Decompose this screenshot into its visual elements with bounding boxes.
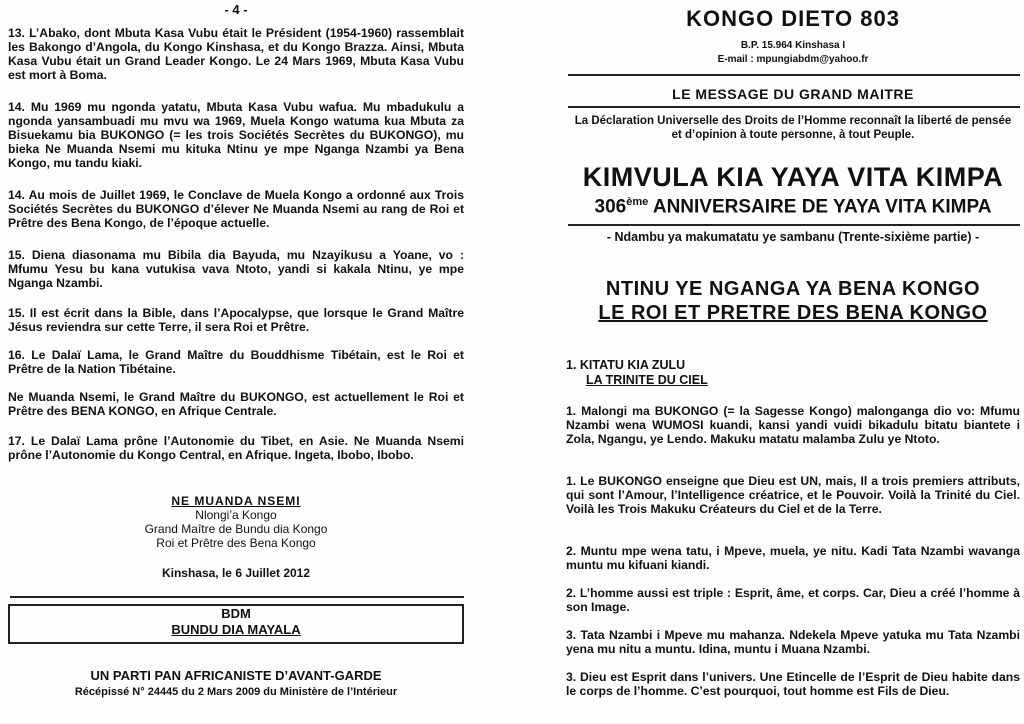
right-paragraph-1-kikongo: 1. Malongi ma BUKONGO (= la Sagesse Kongo) malonganga dio vo: Mfumu Nzambi wena WUMOSI kuandi, kansi yandi vuidi bikadulu bitatu biantete i Zola, Ngangu, ye Lendo. Makuku matatu malamba Zulu ye Ntoto. — [566, 404, 1020, 446]
message-heading: LE MESSAGE DU GRAND MAITRE — [672, 86, 914, 102]
right-paragraph-3-kikongo: 3. Tata Nzambi i Mpeve mu mahanza. Ndekela Mpeve yatuka mu Tata Nzambi yena mu nitu a muntu. Idina, muntu i Muana Nzambi. — [566, 628, 1020, 656]
section-subtitle: LA TRINITE DU CIEL — [586, 373, 708, 387]
divider-message — [568, 106, 1020, 108]
right-page — [566, 0, 1020, 724]
paragraph-14-kikongo: 14. Mu 1969 mu ngonda yatatu, Mbuta Kasa Vubu wafua. Mu mbadukulu a ngonda yansambuadi mu mvu wa 1969, Muela Kongo watuma kua Mbuta za Bisuekamu bia BUKONGO (= les trois Sociétés Secrètes du BUKONGO), mu bieka Ne Muanda Nsemi mu kituka Ntinu ye mpe Nganga Nzambi ya Bena Kongo, mu tandu kiaki. — [8, 100, 464, 170]
right-paragraph-1-french: 1. Le BUKONGO enseigne que Dieu est UN, mais, Il a trois premiers attributs, qui sont l’Amour, l’Intelligence créatrice, et le Pouvoir. Voilà la Trinité du Ciel. Voilà les Trois Makuku Créateurs du Ciel et de la Terre. — [566, 474, 1020, 516]
anniversary-number: 306 — [594, 196, 627, 218]
part-subtitle: - Ndambu ya makumatatu ye sambanu (Trente-sixième partie) - — [606, 230, 980, 244]
bdm-title: BDM — [221, 606, 251, 621]
paragraph-17: 17. Le Dalaï Lama prône l’Autonomie du Tibet, en Asie. Ne Muanda Nsemi prône l’Autonomie du Kongo Central, en Afrique. Ingeta, Ibobo, Ibobo. — [8, 434, 464, 462]
bdm-box — [8, 604, 464, 644]
article-title-kikongo: NTINU YE NGANGA YA BENA KONGO — [605, 278, 981, 300]
paragraph-ne-muanda: Ne Muanda Nsemi, le Grand Maître du BUKONGO, est actuellement le Roi et Prêtre des BENA KONGO, en Afrique Centrale. — [8, 390, 464, 418]
paragraph-15-kikongo: 15. Diena diasonama mu Bibila dia Bayuda, mu Nzayikusu a Yoane, vo : Mfumu Yesu bu kana vutukisa vava Ntoto, yandi si kakala Ntinu, ye mpe Nganga Nzambi. — [8, 248, 464, 290]
anniversary-suffix: ème — [626, 196, 649, 208]
page-number: - 4 - — [224, 2, 248, 17]
headline-kimvula: KIMVULA KIA YAYA VITA KIMPA — [582, 162, 1004, 192]
anniversary-text: ANNIVERSAIRE DE YAYA VITA KIMPA — [648, 196, 992, 218]
place-date: Kinshasa, le 6 Juillet 2012 — [161, 566, 311, 580]
right-paragraph-3-french: 3. Dieu est Esprit dans l’univers. Une Etincelle de l’Esprit de Dieu habite dans le corps de l’homme. C’est pourquoi, tout homme est Fils de Dieu. — [566, 670, 1020, 698]
divider-headline — [568, 224, 1020, 226]
divider — [10, 596, 464, 598]
left-page — [8, 0, 464, 724]
newsletter-title: KONGO DIETO 803 — [686, 6, 900, 31]
headline-anniversaire — [566, 196, 1020, 218]
right-paragraph-2-french: 2. L’homme aussi est triple : Esprit, âme, et corps. Car, Dieu a créé l’homme à son Image. — [566, 586, 1020, 614]
postal-box: B.P. 15.964 Kinshasa I — [740, 40, 846, 51]
right-paragraph-2-kikongo: 2. Muntu mpe wena tatu, i Mpeve, muela, ye nitu. Kadi Tata Nzambi wavanga muntu mu kifuani kiandi. — [566, 544, 1020, 572]
article-title-french: LE ROI ET PRETRE DES BENA KONGO — [598, 302, 988, 324]
signature-block — [8, 494, 464, 550]
recepisse: Récépissé N° 24445 du 2 Mars 2009 du Ministère de l’Intérieur — [74, 686, 398, 698]
email-address: E-mail : mpungiabdm@yahoo.fr — [717, 54, 869, 65]
party-slogan: UN PARTI PAN AFRICANISTE D’AVANT-GARDE — [90, 668, 382, 683]
paragraph-15-french: 15. Il est écrit dans la Bible, dans l’Apocalypse, que lorsque le Grand Maître Jésus reviendra sur cette Terre, il sera Roi et Prêtre. — [8, 306, 464, 334]
paragraph-16: 16. Le Dalaï Lama, le Grand Maître du Bouddhisme Tibétain, est le Roi et Prêtre de la Nation Tibétaine. — [8, 348, 464, 376]
bdm-subtitle: BUNDU DIA MAYALA — [171, 622, 301, 637]
paragraph-14-french: 14. Au mois de Juillet 1969, le Conclave de Muela Kongo a ordonné aux Trois Sociétés Secrètes du BUKONGO d’élever Ne Muanda Nsemi au rang de Roi et Prêtre des Bena Kongo, de l’époque actuelle. — [8, 188, 464, 230]
declaration-text: La Déclaration Universelle des Droits de l’Homme reconnaît la liberté de pensée et d’opinion à toute personne, à tout Peuple. — [574, 115, 1012, 141]
signature-line-2: Grand Maître de Bundu dia Kongo — [144, 522, 328, 536]
signature-line-1: Nlongi’a Kongo — [195, 508, 277, 522]
paragraph-13: 13. L’Abako, dont Mbuta Kasa Vubu était le Président (1954-1960) rassemblait les Bakongo d’Angola, du Kongo Kinshasa, et du Kongo Brazza. Ainsi, Mbuta Kasa Vubu était un Grand Leader Kongo. Le 24 Mars 1969, Mbuta Kasa Vubu est mort à Boma. — [8, 26, 464, 82]
section-title: 1. KITATU KIA ZULU — [566, 358, 686, 372]
divider-top — [568, 74, 1020, 76]
signature-name: NE MUANDA NSEMI — [171, 494, 301, 508]
signature-line-3: Roi et Prêtre des Bena Kongo — [156, 536, 316, 550]
section-heading — [566, 358, 708, 388]
